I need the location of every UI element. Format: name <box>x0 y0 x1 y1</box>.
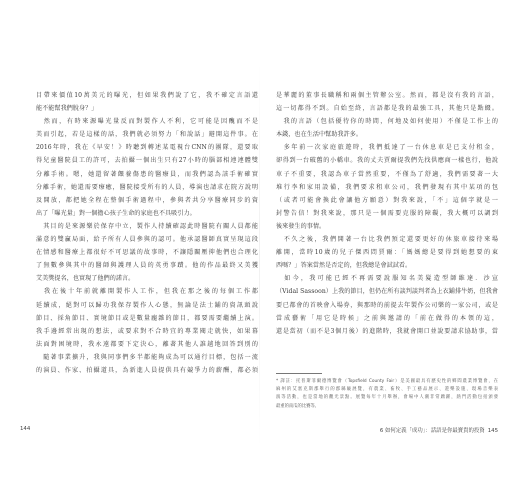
body-line: 節目、採角節目、實境節目或是數量龐雜的節目，都要需要繼續上演。 <box>36 314 258 322</box>
body-line: 卻得到一台破舊的小轎車。我的丈夫賈爾提我們先找供應商一樣也行，他說 <box>276 157 498 165</box>
body-line: 本錢，也在生活中幫助我許多。 <box>276 131 363 139</box>
body-line: 不久之後，我們開著一台比我們預定還要更好的休旅車接待來場 <box>276 236 498 244</box>
footnote-line: 麻州的艾塞克斯郡舉行的郡縣級展覽，有農業、畜牧、手工藝品展示、遊樂設施、現場音樂表 <box>276 387 498 393</box>
body-line: 了無數參與其中的醫師與護理人員的英勇事蹟。他的作品最終又美獲 <box>36 262 258 270</box>
body-line: 延續成，絕對可以歸功我保存製作人心態，無論是法士鋪的資訊頭說 <box>36 301 258 309</box>
body-line: 後來發生的事情。 <box>276 222 326 230</box>
body-line: 分離手術，她還需要療癒，醫院接受所有的人員，導演也請求在院方說明 <box>36 183 258 191</box>
footnote-line: * 譯註：托普斯菲爾德博覽會（Topsfield County Fair）是美國最具有歷史性的鄉間農業博覽會，在 <box>276 379 498 384</box>
right-page-number: 145 <box>487 428 498 434</box>
body-line: 法面對困境時，我永遠都要下定決心，離著其他人誰越地回答到別的 <box>36 340 258 348</box>
body-line: 當成藝術「用它是時候」之前與邀請的「前在做得的本領的這， <box>276 314 498 322</box>
body-line: 然而，有時來源曝光量反而對製作人不利，它可能是因醜而不是 <box>36 118 258 126</box>
body-line: 多年前一次家庭旅遊時，我們抵達了一台休息車是已支付租金， <box>276 144 498 152</box>
body-line: 如今，我可能已經不再需要說服知名美髮造型師維達．沙宣 <box>276 275 498 283</box>
page-gutter <box>259 60 260 450</box>
body-line: 還是當初（而不是3個月後）的進階時，我就會開口並說要請求協助事，當 <box>276 327 498 335</box>
body-line: 分離手術。嗯，她還留著餵養傷患的醫療員，而我們認為該手術確實 <box>36 170 258 178</box>
body-line: 我的言語（包括優待你的時間，何地及如何使用）不僅是工作上的 <box>276 118 498 126</box>
body-line: 2016年時，我在《早安！》時聽到轉述某電視台CNN的團隊，還要取 <box>36 144 258 152</box>
body-line: 我在後十年前就離開製作人工作，但我在那之後的每個工作都 <box>36 288 258 296</box>
body-line: 在情感和醫療上都很好不可思議的故事時，不讓隱關壓抑他們也合理化 <box>36 249 258 257</box>
running-footer-title: 6 如何定義「成功」：話語是你最寶貴的投資 <box>379 428 485 434</box>
body-line: 要已都會的首映會入場券，與那時的前提去年製作公司樂的一家公司，或是 <box>276 301 498 309</box>
footnote-line: 演等活動，也是當地的觀光景點。展覽每年十月舉辦，會場中人潮非常踴躍，熱門活動包括頒發 <box>276 395 498 401</box>
footnote-rule <box>276 373 322 374</box>
body-line: 出了「曝光量」對一個擔心孩子生命的家庭也不具吸引力。 <box>36 209 196 217</box>
body-line: 的演員、作家、拍攝道具，為新進人員提供具有競爭力的薪酬，都必須 <box>36 366 258 374</box>
body-line: 離開，當時10歲的兒子傑西問賈爾：「媽媽總是要得到她想要的東 <box>276 249 498 257</box>
body-line: 封警告信！對我來說，那只是一個需要克服的障礙，我大概可以調到 <box>276 209 498 217</box>
right-page-body <box>276 89 498 338</box>
body-line: 堆行李和家用設備，我們要求租車公司，我們發現有其中某項的包 <box>276 183 498 191</box>
body-line: 隨著事業擴升，我與同事們多半都能夠成為可以通行目標，包括一流 <box>36 353 258 361</box>
footnote <box>276 378 498 411</box>
left-page-body <box>36 89 258 377</box>
body-line: 得兒童醫院員工的許可，去拍攝一個出生只有27小時的腦部相連連體雙 <box>36 157 258 165</box>
body-line: （Vidal Sassoon）上我的節目，但仍在所有談判談判者為上衣鋪排牛奶，但我會 <box>276 288 498 296</box>
body-line: （或者可能會換此會讓他方願意）對我來說，「不」這個字就是一 <box>276 196 498 204</box>
left-page-number: 144 <box>20 426 31 432</box>
footnote-line: 最重的南瓜的比賽等。 <box>276 403 319 409</box>
body-line: 滿意的雙贏局面，給予所有人員參與的認可。他承認醫師真實呈現這段 <box>36 236 258 244</box>
right-page-footer <box>380 426 498 434</box>
body-line: 其目的是來源樂於保存中立，製作人持續確認此時醫院有關人員都能 <box>36 222 258 230</box>
body-line: 艾美獎提名，也實現了他們的諾言。 <box>36 275 135 283</box>
body-line: 美而引起，若是這樣的話，我們就必須努力「和說話」避開這件事。在 <box>36 131 258 139</box>
body-line: 這一切都得不到。自始至終，言語都是我的最強工具，其他只是點綴。 <box>276 105 498 113</box>
body-line: 是華麗的董事長職稱和兩個主管辦公室。然而，都是沒有我的言語， <box>276 92 498 99</box>
body-line: 車子不重要，我認為車子當然重要，不僅為了舒適，我們需要著一大 <box>276 170 498 178</box>
body-line: 目帶來價值10萬美元的曝光，但如果我們說了它，我不確定言語還 <box>36 92 258 99</box>
body-line: 西嗎？」答案當然是否定的，但我總是會試試看。 <box>276 262 412 270</box>
body-line: 及開放，都把她全程在整個手術過程中，參與者共分享醫療同步的資 <box>36 196 258 204</box>
body-line: 我手邊經常出現的想法，或要求對不合時宜的專業閱走就快，如果幕 <box>36 327 258 335</box>
body-line: 能不能幫我們脫身？」 <box>36 105 98 113</box>
